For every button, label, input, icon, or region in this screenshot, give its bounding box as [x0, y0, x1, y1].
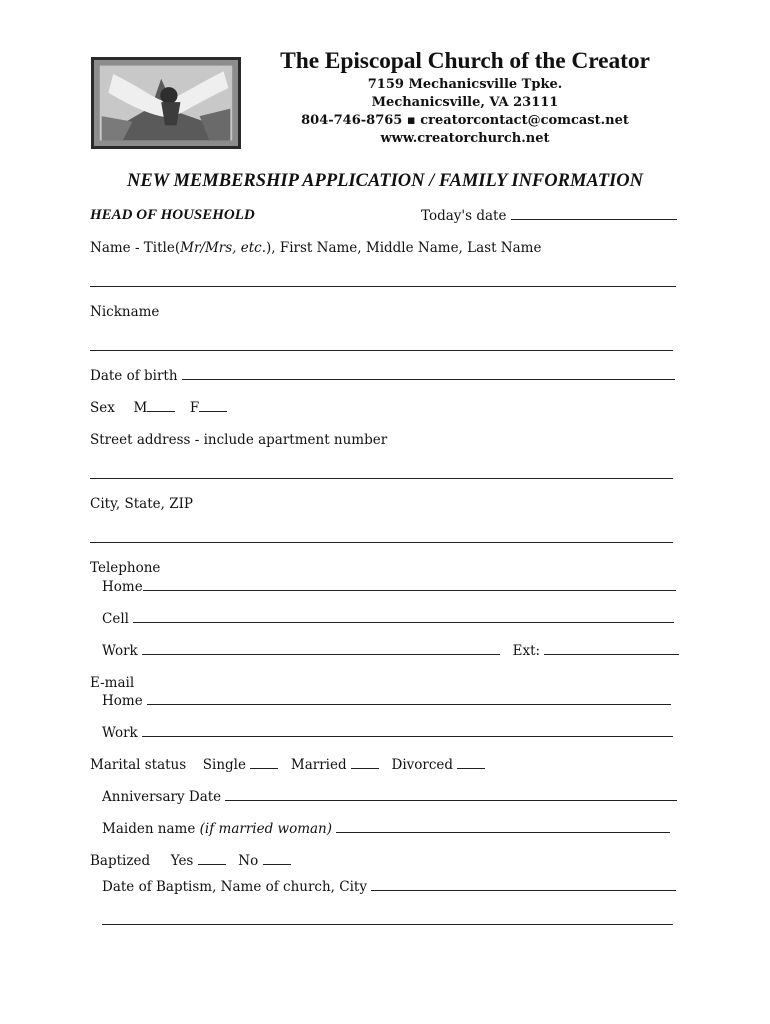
sex-m-label: M	[133, 400, 148, 416]
baptism-details-field-2[interactable]	[102, 924, 673, 925]
name-label	[90, 238, 541, 258]
email-home-row	[102, 691, 671, 711]
phone-work-label: Work	[102, 643, 138, 659]
phone-work-field[interactable]	[142, 641, 500, 655]
phone-home-row	[102, 577, 676, 597]
email-home-field[interactable]	[147, 691, 671, 705]
sex-f-field[interactable]	[199, 398, 227, 412]
baptism-details-field[interactable]	[371, 877, 676, 891]
church-name: The Episcopal Church of the Creator	[280, 48, 650, 74]
dob-row	[90, 366, 675, 386]
phone-cell-row	[102, 609, 674, 629]
church-header	[250, 46, 680, 148]
city-field[interactable]	[90, 542, 673, 543]
church-logo-image	[94, 60, 238, 146]
street-label: Street address - include apartment number	[90, 432, 388, 448]
anniversary-label: Anniversary Date	[102, 789, 222, 805]
contact-email: creatorcontact@comcast.net	[420, 113, 629, 128]
todays-date-label: Today's date	[421, 208, 507, 224]
marital-divorced-field[interactable]	[457, 755, 485, 769]
contact-phone: 804-746-8765	[301, 113, 403, 128]
baptism-details-row	[102, 877, 676, 897]
sex-f-label: F	[189, 400, 200, 416]
sex-m-field[interactable]	[147, 398, 175, 412]
todays-date-field[interactable]	[511, 206, 677, 220]
baptized-no-label: No	[238, 853, 259, 869]
address-line-2: Mechanicsville, VA 23111	[371, 95, 559, 110]
email-label: E-mail	[90, 675, 135, 691]
phone-cell-label: Cell	[102, 611, 129, 627]
maiden-note: (if married woman)	[199, 821, 333, 837]
street-field[interactable]	[90, 478, 673, 479]
nickname-label: Nickname	[90, 304, 160, 320]
marital-married-label: Married	[290, 757, 347, 773]
marital-label: Marital status	[90, 757, 187, 773]
email-home-label: Home	[102, 693, 143, 709]
baptized-row	[90, 851, 291, 871]
sex-label: Sex	[90, 400, 115, 416]
marital-row	[90, 755, 485, 775]
name-field[interactable]	[90, 286, 676, 287]
email-work-label: Work	[102, 725, 138, 741]
marital-married-field[interactable]	[351, 755, 379, 769]
phone-work-row	[102, 641, 679, 661]
baptized-yes-label: Yes	[170, 853, 194, 869]
marital-divorced-label: Divorced	[391, 757, 454, 773]
baptized-yes-field[interactable]	[198, 851, 226, 865]
name-label-part-1: Name - Title(	[90, 240, 181, 256]
marital-single-label: Single	[202, 757, 246, 773]
nickname-field[interactable]	[90, 350, 673, 351]
phone-home-label: Home	[102, 579, 143, 595]
contact-separator: ▪	[406, 113, 416, 128]
city-label: City, State, ZIP	[90, 496, 194, 512]
dob-label: Date of birth	[90, 368, 178, 384]
email-work-row	[102, 723, 673, 743]
phone-ext-label: Ext:	[512, 643, 541, 659]
maiden-label: Maiden name	[102, 821, 196, 837]
maiden-row	[102, 819, 670, 839]
baptism-details-label: Date of Baptism, Name of church, City	[102, 879, 367, 895]
phone-home-field[interactable]	[143, 577, 676, 591]
anniversary-row	[102, 787, 677, 807]
marital-single-field[interactable]	[250, 755, 278, 769]
phone-ext-field[interactable]	[544, 641, 679, 655]
name-label-part-2: ), First Name, Middle Name, Last Name	[266, 240, 542, 256]
form-title: NEW MEMBERSHIP APPLICATION / FAMILY INFORMATION	[127, 171, 643, 191]
church-logo	[91, 57, 241, 149]
dob-field[interactable]	[182, 366, 675, 380]
address-line-1: 7159 Mechanicsville Tpke.	[367, 77, 563, 92]
sex-row	[90, 398, 227, 418]
website: www.creatorchurch.net	[380, 131, 550, 146]
section-head-of-household: HEAD OF HOUSEHOLD	[90, 207, 255, 223]
baptized-no-field[interactable]	[263, 851, 291, 865]
telephone-label: Telephone	[90, 560, 161, 576]
anniversary-field[interactable]	[225, 787, 677, 801]
phone-cell-field[interactable]	[133, 609, 674, 623]
email-work-field[interactable]	[142, 723, 673, 737]
contact-line	[250, 112, 680, 130]
maiden-field[interactable]	[336, 819, 670, 833]
baptized-label: Baptized	[90, 853, 151, 869]
todays-date-row	[421, 206, 677, 226]
name-label-italic: Mr/Mrs, etc.	[180, 240, 267, 256]
